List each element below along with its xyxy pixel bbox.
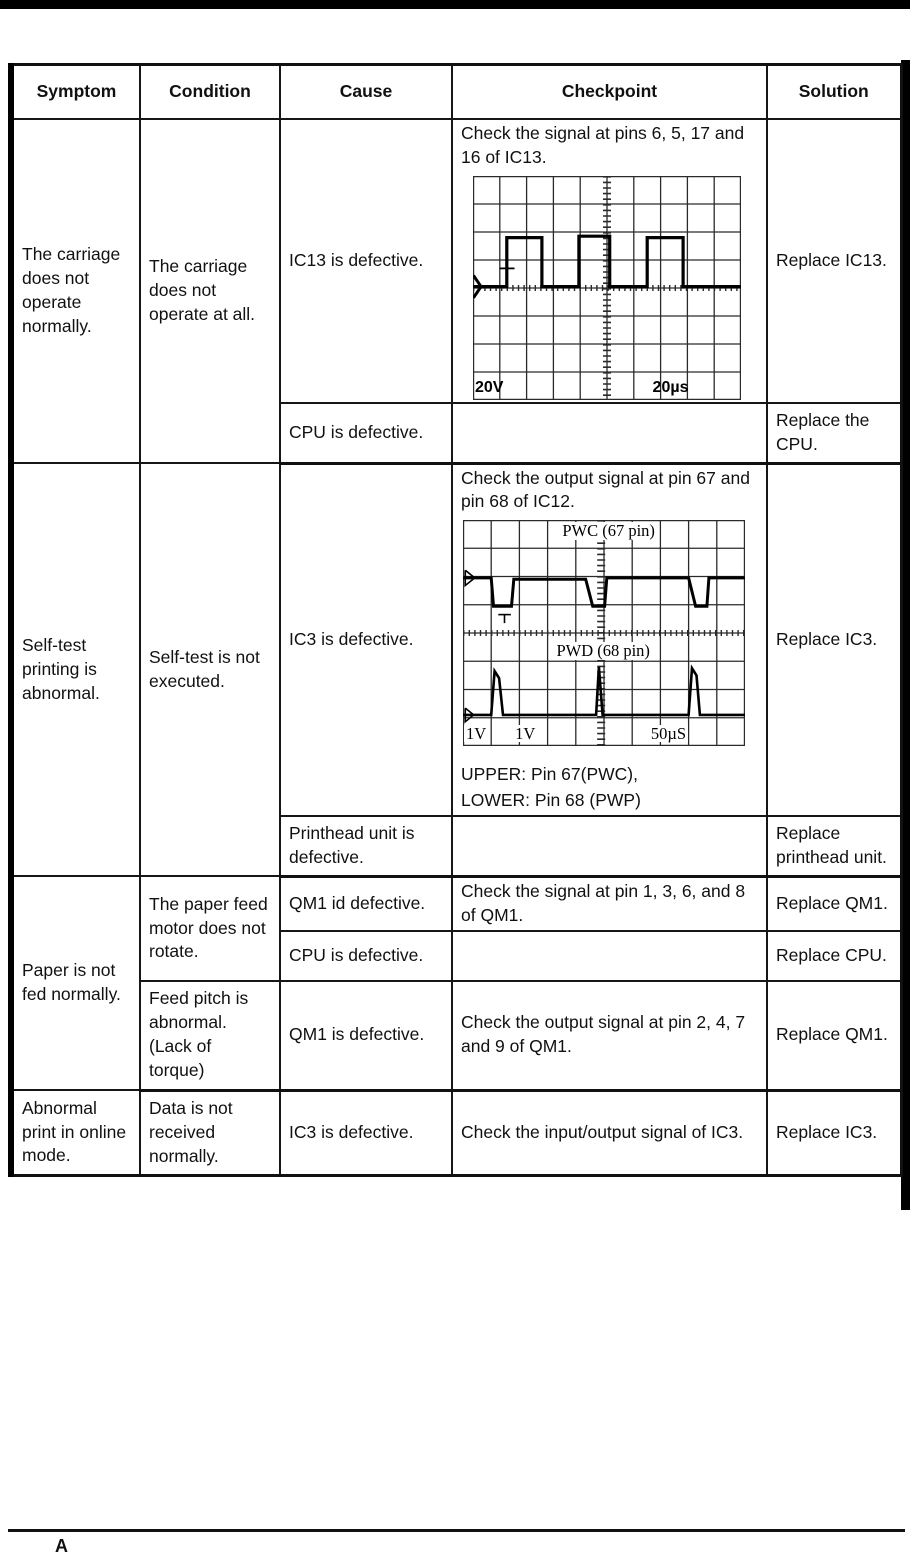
symptom-carriage: The carriage does not operate normally. [11, 119, 140, 463]
solution-replace-printhead: Replace printhead unit. [767, 816, 901, 877]
symptom-paper: Paper is not fed normally. [11, 876, 140, 1090]
scope2-volts1-label: 1V [466, 723, 487, 743]
checkpoint-ic13-text: Check the signal at pins 6, 5, 17 and 16 of IC13. [461, 123, 745, 167]
scope2-caption [461, 762, 758, 813]
condition-feed-motor: The paper feed motor does not rotate. [140, 876, 280, 980]
scan-artifact-top-bar [0, 0, 910, 9]
cause-cpu: CPU is defective. [280, 403, 452, 464]
scope1-volts-label: 20V [475, 378, 504, 396]
condition-data: Data is not received normally. [140, 1090, 280, 1176]
scope2-pwc-label: PWC (67 pin) [562, 521, 655, 541]
footer-rule [8, 1529, 905, 1532]
table-row [11, 119, 901, 403]
checkpoint-ic12-text: Check the output signal at pin 67 and pin 68 of IC12. [461, 467, 750, 512]
condition-carriage: The carriage does not operate at all. [140, 119, 280, 463]
header-checkpoint: Checkpoint [452, 65, 767, 120]
solution-replace-the-cpu: Replace the CPU. [767, 403, 901, 464]
footer-page-label: A [55, 1536, 68, 1556]
cause-qm1-id: QM1 id defective. [280, 876, 452, 930]
oscilloscope-ic12 [463, 520, 758, 746]
checkpoint-ic3-io: Check the input/output signal of IC3. [452, 1090, 767, 1176]
scope2-volts2-label: 1V [515, 723, 536, 743]
solution-replace-ic13: Replace IC13. [767, 119, 901, 403]
scope2-pwd-label: PWD (68 pin) [556, 641, 650, 661]
scope2-caption-lower: LOWER: Pin 68 (PWP) [461, 789, 641, 810]
table-header-row [11, 65, 901, 120]
solution-replace-ic3: Replace IC3. [767, 463, 901, 816]
checkpoint-empty [452, 403, 767, 464]
header-cause: Cause [280, 65, 452, 120]
header-symptom: Symptom [11, 65, 140, 120]
solution-replace-qm1-2: Replace QM1. [767, 981, 901, 1091]
troubleshooting-table [8, 63, 903, 1177]
oscilloscope-ic13-waveform [473, 176, 741, 400]
checkpoint-empty [452, 931, 767, 981]
cause-ic3-2: IC3 is defective. [280, 1090, 452, 1176]
oscilloscope-ic13 [473, 176, 758, 400]
cause-ic3: IC3 is defective. [280, 463, 452, 816]
checkpoint-ic12 [452, 463, 767, 816]
table-row [11, 463, 901, 816]
scope2-time-label: 50µS [650, 723, 687, 743]
condition-selftest: Self-test is not executed. [140, 463, 280, 876]
table-row [11, 1090, 901, 1176]
checkpoint-qm1-pins-1368: Check the signal at pin 1, 3, 6, and 8 of QM1. [452, 876, 767, 930]
solution-replace-qm1: Replace QM1. [767, 876, 901, 930]
checkpoint-ic13 [452, 119, 767, 403]
cause-cpu-2: CPU is defective. [280, 931, 452, 981]
table-row [11, 876, 901, 930]
oscilloscope-ic12-waveform [463, 520, 745, 746]
symptom-online-print: Abnormal print in online mode. [11, 1090, 140, 1176]
header-condition: Condition [140, 65, 280, 120]
table-row [11, 981, 901, 1091]
solution-replace-ic3-2: Replace IC3. [767, 1090, 901, 1176]
cause-ic13: IC13 is defective. [280, 119, 452, 403]
solution-replace-cpu: Replace CPU. [767, 931, 901, 981]
scope2-caption-upper: UPPER: Pin 67(PWC), [461, 764, 638, 785]
checkpoint-empty [452, 816, 767, 877]
header-solution: Solution [767, 65, 901, 120]
scope1-time-label: 20µs [652, 378, 689, 396]
condition-feed-pitch: Feed pitch is abnormal. (Lack of torque) [140, 981, 280, 1091]
checkpoint-qm1-pins-2479: Check the output signal at pin 2, 4, 7 and 9 of QM1. [452, 981, 767, 1091]
cause-qm1: QM1 is defective. [280, 981, 452, 1091]
cause-printhead: Printhead unit is defective. [280, 816, 452, 877]
symptom-selftest: Self-test printing is abnormal. [11, 463, 140, 876]
